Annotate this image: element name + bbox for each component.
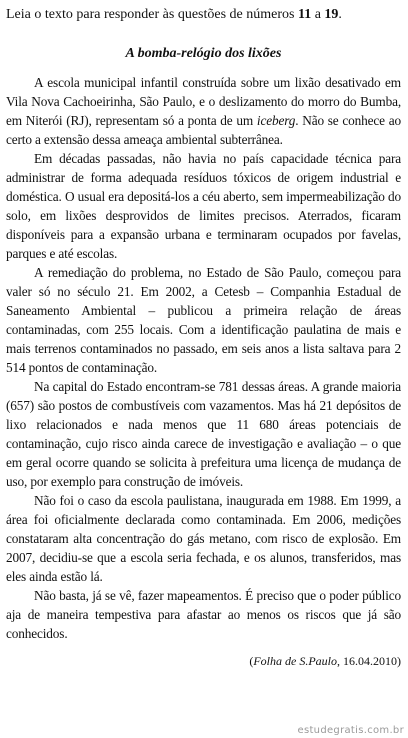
paragraph-1: A escola municipal infantil construída sobre um lixão desativado em Vila Nova Cachoeirinha, São Paulo, e o deslizamento do morro do Bumba, em Niterói (RJ), representam só a ponta de um iceberg. Não se conhece ao certo a extensão dessa ameaça ambiental subterrânea. [6,75,401,147]
paragraph-2: Em décadas passadas, não havia no país capacidade técnica para administrar de forma adequada resíduos tóxicos de origem industrial e doméstica. O usual era depositá-los a céu aberto, sem impermeabilização do solo, em lixões desprovidos de limites precisos. Aterrados, ficaram disponíveis para a expansão urbana e terminaram ocupados por favelas, parques e até escolas. [6,151,401,261]
instruction-connector: a [311,7,325,22]
source-citation: (Folha de S.Paulo, 16.04.2010) [249,654,401,668]
source-publication: Folha de S.Paulo [253,654,337,668]
article-title: A bomba-relógio dos lixões [125,46,282,61]
paragraph-3: A remediação do problema, no Estado de São Paulo, começou para valer só no século 21. Em 2002, a Cetesb – Companhia Estadual de Saneamento Ambiental – publicou a primeira relação de áreas contaminadas, com 255 locais. Com a identificação paulatina de mais e mais terrenos contaminados no passado, em seis anos a lista saltava para 2 514 pontos de contaminação. [6,265,401,375]
question-instruction [6,5,401,24]
instruction-text: Leia o texto para responder às questões de números [6,7,298,22]
paragraph-5: Não foi o caso da escola paulistana, inaugurada em 1988. Em 1999, a área foi oficialmente declarada como contaminada. Em 2006, medições constataram alta concentração do gás metano, com risco de explosão. Em 2007, decidiu-se que a escola seria fechada, e os alunos, transferidos, mas eles ainda estão lá. [6,493,401,584]
document-page [6,0,401,669]
italic-term: iceberg [256,113,296,128]
question-start-number: 11 [297,7,312,22]
instruction-suffix: . [338,7,342,22]
source-date: , 16.04.2010) [337,654,401,668]
paragraph-4: Na capital do Estado encontram-se 781 dessas áreas. A grande maioria (657) são postos de combustíveis com vazamentos. Mas há 21 depósitos de lixo relacionados e nada menos que 11 680 áreas potenciais de contaminação, cujo risco ainda carece de investigação e avaliação – o que em geral ocorre quando se solicita à prefeitura uma licença de mudança de uso, por exemplo para construção de imóveis. [6,379,401,489]
site-watermark: estudegratis.com.br [297,725,404,736]
paragraph-6: Não basta, já se vê, fazer mapeamentos. É preciso que o poder público aja de maneira tempestiva para afastar ao menos os riscos que já são conhecidos. [6,588,401,641]
question-end-number: 19 [324,7,339,22]
